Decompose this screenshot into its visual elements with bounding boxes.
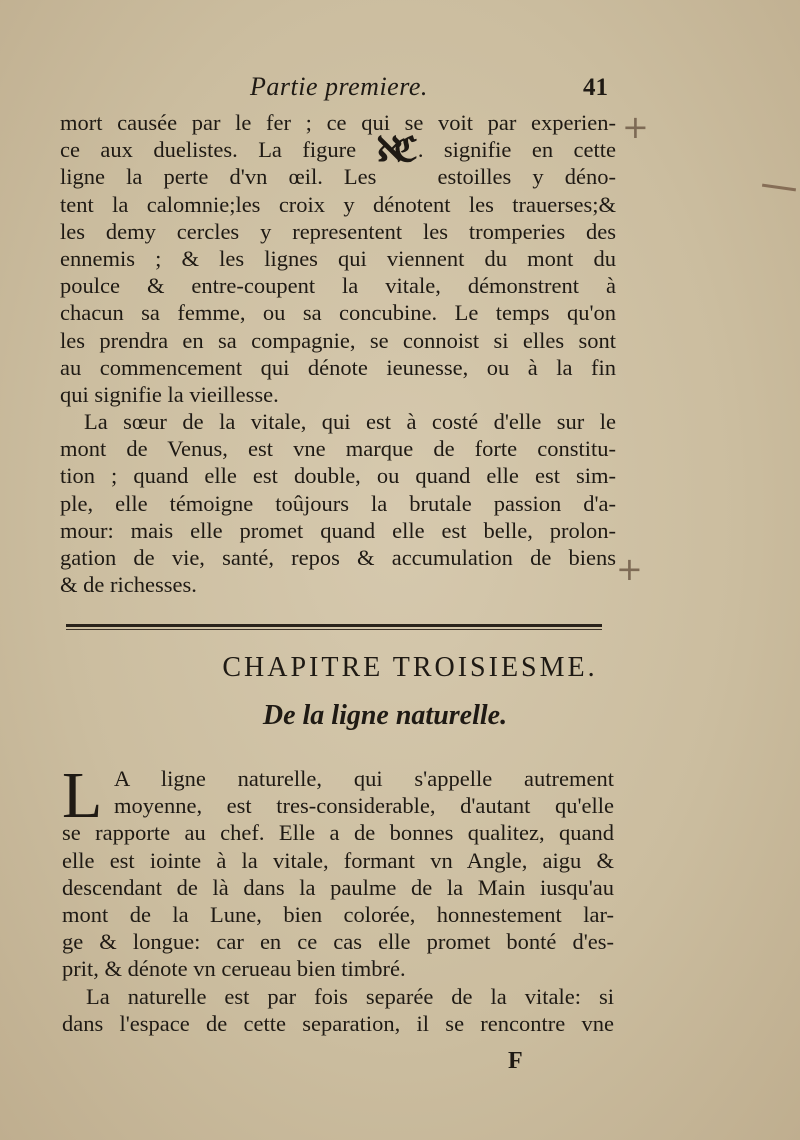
text-line: chacun sa femme, ou sa concubine. Le temps qu'on xyxy=(60,300,616,326)
chapter-subtitle: De la ligne naturelle. xyxy=(262,700,508,731)
marginal-cross-mark: + xyxy=(622,108,649,146)
text-line: elle est iointe à la vitale, formant vn Angle, aigu & xyxy=(62,847,614,873)
drop-capital: L xyxy=(62,759,103,832)
section-divider-thin xyxy=(66,629,602,630)
catchword: F xyxy=(508,1048,523,1074)
text-line: moyenne, est tres-considerable, d'autant qu'elle xyxy=(114,793,614,819)
text-line: gation de vie, santé, repos & accumulation de biens xyxy=(60,544,616,570)
text-line: mour: mais elle promet quand elle est belle, prolon- xyxy=(60,517,616,543)
page-header xyxy=(0,72,800,106)
figure-symbol-icon: ℵℭ xyxy=(376,132,410,170)
text-line: ple, elle témoigne toûjours la brutale passion d'a- xyxy=(60,490,616,516)
paragraph-continued xyxy=(60,109,616,408)
running-head: Partie premiere. xyxy=(250,72,428,101)
marginal-cross-mark: + xyxy=(616,550,643,588)
text-line: ennemis ; & les lignes qui viennent du mont du xyxy=(60,245,616,271)
text-line: dans l'espace de cette separation, il se rencontre vne xyxy=(62,1010,614,1036)
text-line: ge & longue: car en ce cas elle promet bonté d'es- xyxy=(62,929,614,955)
text-line-head: ligne la perte d'vn œil. Les xyxy=(60,164,377,190)
section-divider xyxy=(66,624,602,627)
paragraph-soeur-vitale xyxy=(60,408,616,598)
text-line: les demy cercles y representent les tromperies des xyxy=(60,218,616,244)
chapter-title: CHAPITRE TROISIESME. xyxy=(222,652,598,683)
text-line: tion ; quand elle est double, ou quand elle est sim- xyxy=(60,463,616,489)
text-line: & de richesses. xyxy=(60,572,197,598)
text-line: mont de Venus, est vne marque de forte constitu- xyxy=(60,436,616,462)
paragraph-ligne-naturelle xyxy=(62,759,614,1037)
text-line: La sœur de la vitale, qui est à costé d'elle sur le xyxy=(84,409,616,434)
text-line: au commencement qui dénote ieunesse, ou à la fin xyxy=(60,354,616,380)
text-line: prit, & dénote vn cerueau bien timbré. xyxy=(62,956,406,982)
text-line: les prendra en sa compagnie, se connoist si elles sont xyxy=(60,327,616,353)
text-line: qui signifie la vieillesse. xyxy=(60,381,279,407)
text-line: descendant de là dans la paulme de la Main iusqu'au xyxy=(62,874,614,900)
text-line: mort causée par le fer ; ce qui se voit par experien- xyxy=(60,110,616,135)
page-number: 41 xyxy=(583,74,608,101)
text-line: tent la calomnie;les croix y dénotent les trauerses;& xyxy=(60,191,616,217)
text-line: poulce & entre-coupent la vitale, démonstrent à xyxy=(60,273,616,299)
text-line: A ligne naturelle, qui s'appelle autrement xyxy=(114,766,614,791)
ink-stain xyxy=(762,184,796,192)
text-line xyxy=(60,163,616,190)
text-line xyxy=(60,132,617,170)
text-line-tail: estoilles y déno- xyxy=(437,164,616,190)
text-line: mont de la Lune, bien colorée, honnestement lar- xyxy=(62,901,614,927)
text-line: La naturelle est par fois separée de la vitale: si xyxy=(86,983,614,1009)
text-line-head: ce aux duelistes. La figure xyxy=(60,137,357,163)
text-line: se rapporte au chef. Elle a de bonnes qualitez, quand xyxy=(62,820,614,846)
text-line-tail: . signifie en cette xyxy=(417,137,617,163)
